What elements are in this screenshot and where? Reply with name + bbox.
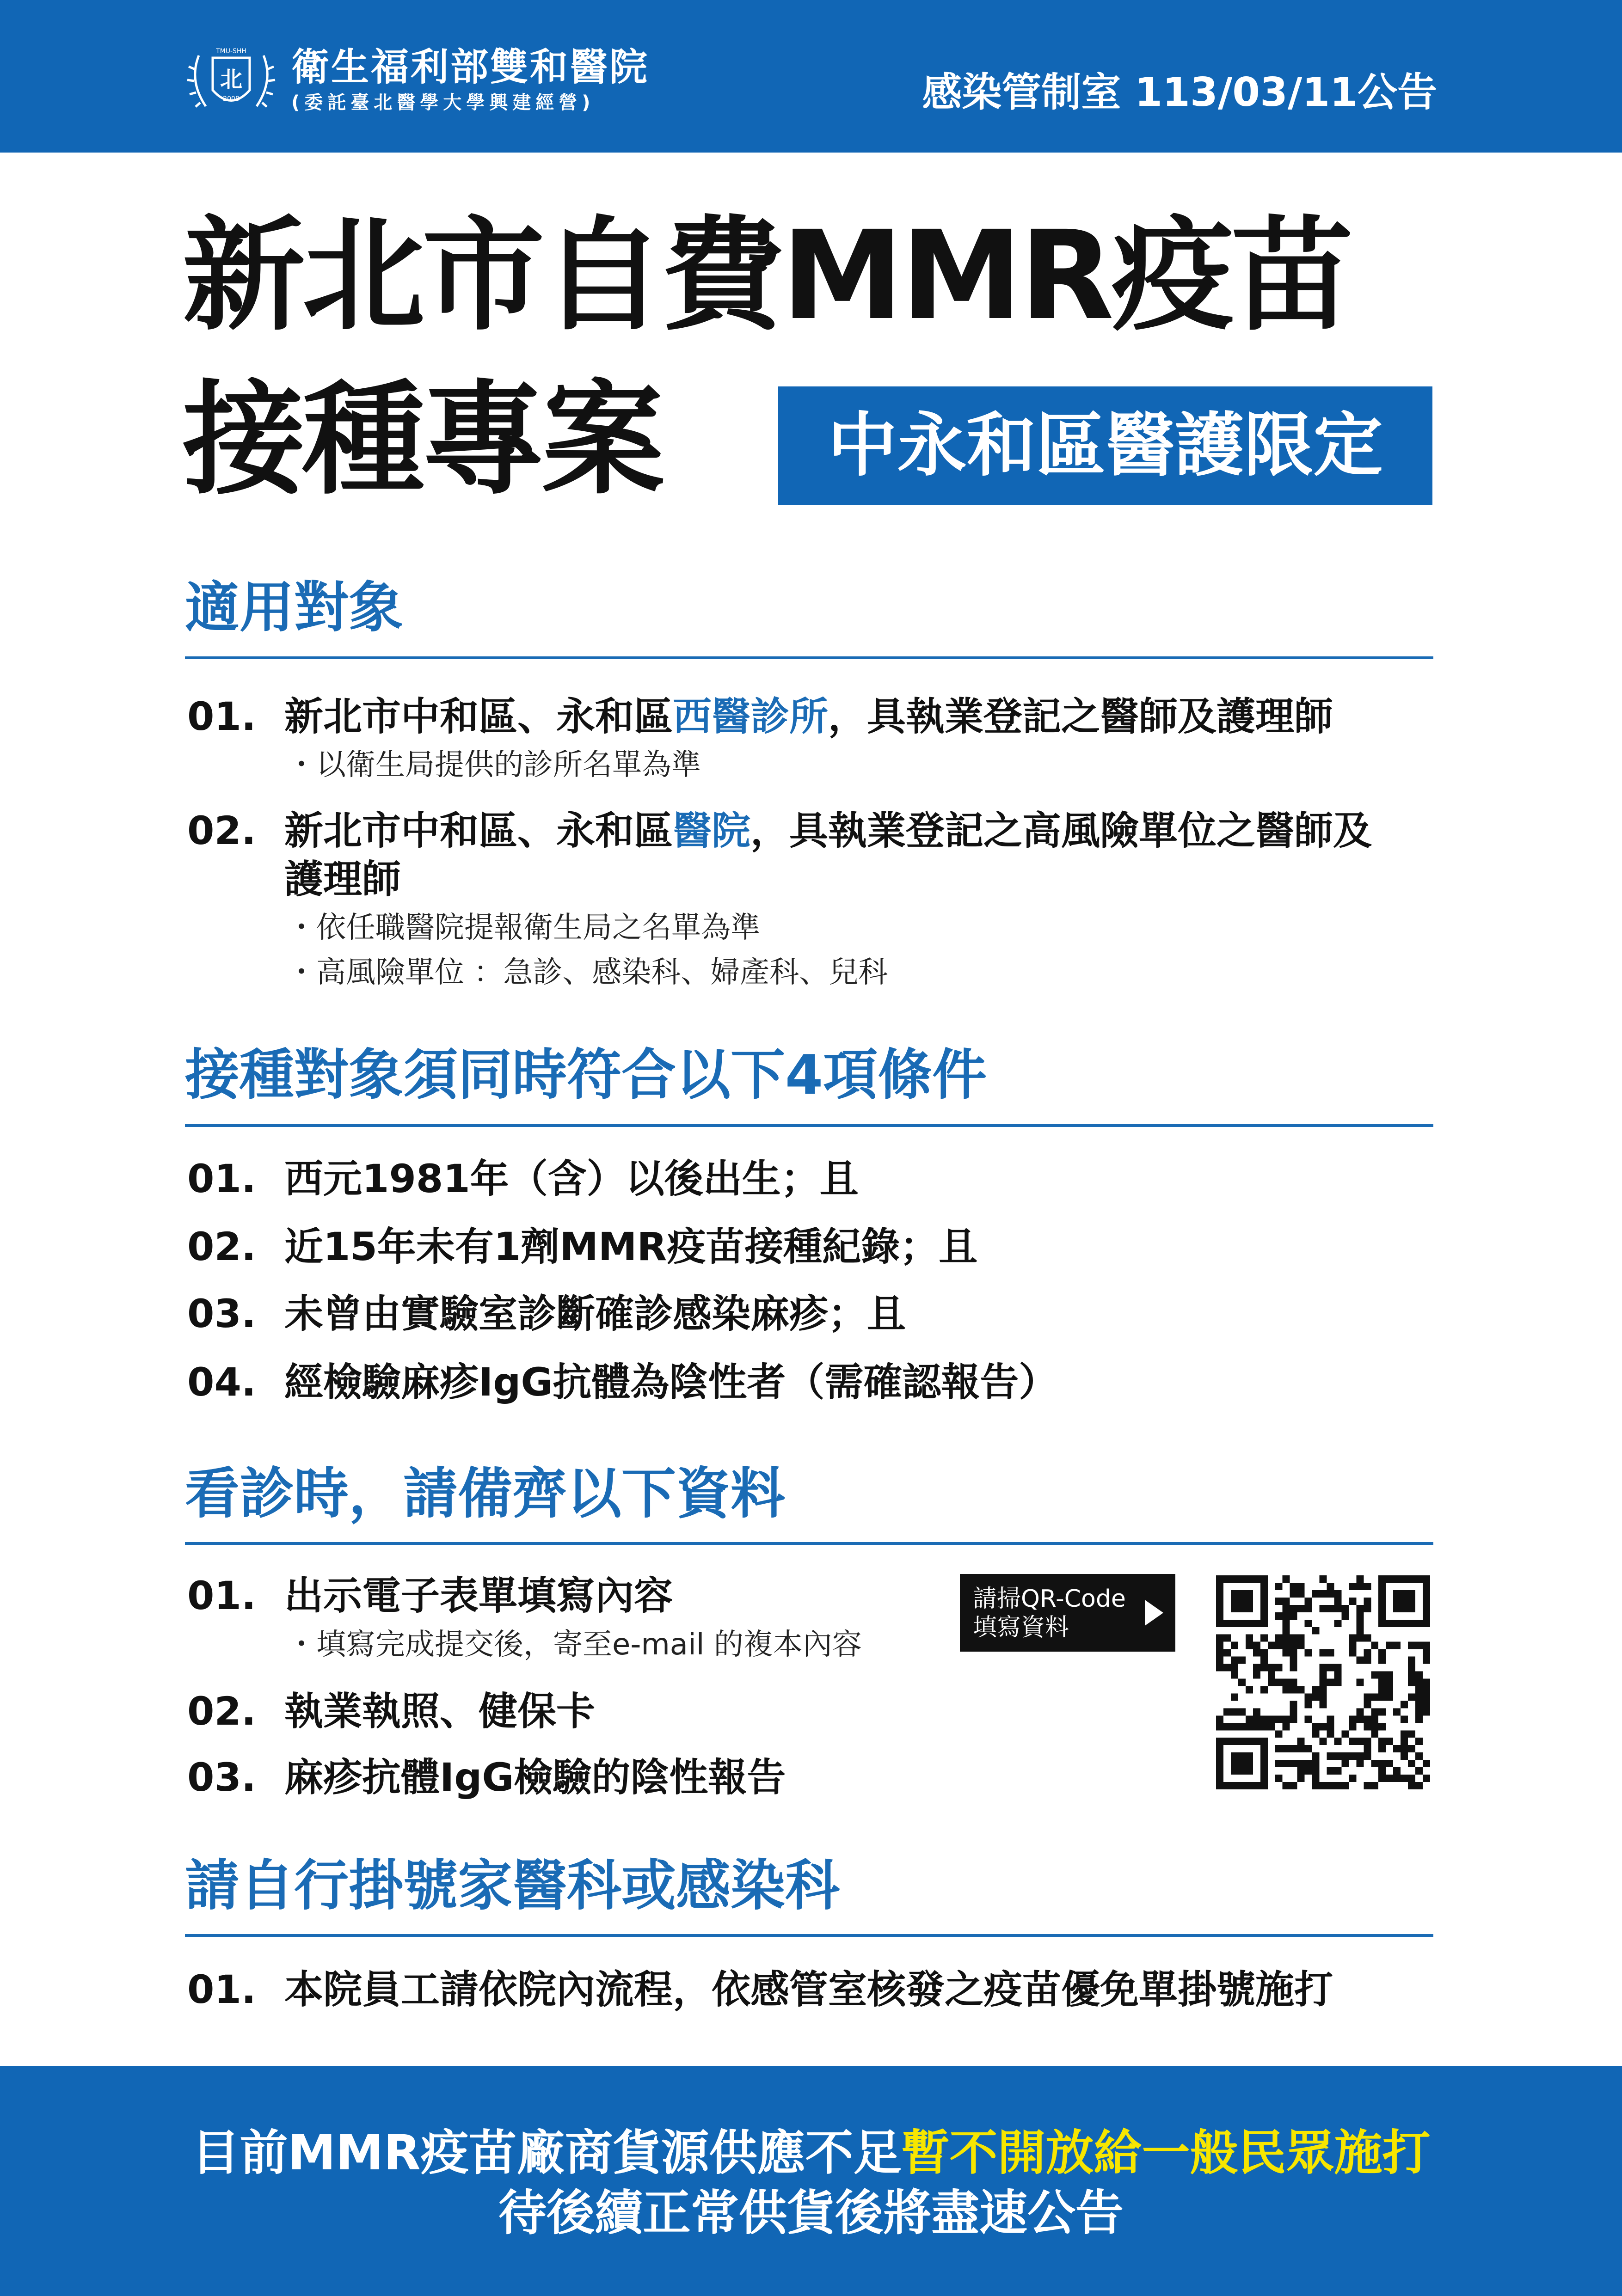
list-item: [187, 1156, 859, 1201]
footer-line1: [0, 2125, 1622, 2181]
list-item: [187, 1573, 673, 1618]
svg-text:2008: 2008: [223, 95, 240, 103]
section-heading-conditions: 接種對象須同時符合以下4項條件: [185, 1043, 987, 1107]
svg-text:北: 北: [220, 67, 243, 92]
section-divider: [185, 656, 1433, 659]
arrow-right-icon: [1145, 1600, 1163, 1626]
item-note: ・高風險單位 ：急診、感染科、婦產科、兒科: [287, 955, 888, 990]
item-number: 02.: [187, 1224, 256, 1269]
item-number: 03.: [187, 1291, 256, 1336]
item-number: 01.: [187, 1573, 256, 1618]
item-text: 執業執照、健保卡: [284, 1689, 596, 1734]
item-note: ・填寫完成提交後，寄至e-mail 的複本內容: [287, 1628, 862, 1662]
item-text: 新北市中和區、永和區: [284, 694, 673, 739]
list-item: [187, 1291, 906, 1336]
footer-text: 目前MMR疫苗廠商貨源供應不足: [191, 2125, 902, 2181]
list-item: [187, 808, 1372, 853]
list-item: [187, 1755, 786, 1800]
item-text: 經檢驗麻疹IgG抗體為陰性者（需確認報告）: [284, 1359, 1058, 1405]
item-number: 01.: [187, 1967, 256, 2012]
item-text: 新北市中和區、永和區: [284, 808, 673, 853]
item-number: 04.: [187, 1359, 256, 1405]
item-number: 01.: [187, 1156, 256, 1201]
item-text: 近15年未有1劑MMR疫苗接種紀錄；且: [284, 1224, 978, 1269]
list-item: [187, 1967, 1333, 2012]
item-text: 本院員工請依院內流程，依感管室核發之疫苗優免單掛號施打: [284, 1967, 1333, 2012]
item-highlight: 西醫診所: [673, 694, 829, 739]
item-highlight: 醫院: [673, 808, 751, 853]
notice-date: 感染管制室 113/03/11公告: [922, 69, 1437, 116]
hospital-name: 衛生福利部雙和醫院: [291, 45, 650, 89]
list-item: [187, 1224, 978, 1269]
list-item: [187, 694, 1333, 739]
item-note: ・依任職醫院提報衛生局之名單為準: [287, 911, 760, 945]
item-text: 麻疹抗體IgG檢驗的陰性報告: [284, 1755, 786, 1800]
item-text: ，具執業登記之高風險單位之醫師及: [750, 808, 1372, 853]
hospital-logo-icon: [185, 37, 277, 120]
footer-highlight: 暫不開放給一般民眾施打: [901, 2125, 1431, 2181]
item-note: ・以衛生局提供的診所名單為準: [287, 748, 701, 782]
qr-label-line2: 填寫資料: [973, 1614, 1069, 1641]
page-title-line1: 新北市自費MMR疫苗: [183, 205, 1351, 347]
item-number: 02.: [187, 1689, 256, 1734]
section-heading-eligible: 適用對象: [185, 576, 404, 639]
qr-code[interactable]: [1216, 1575, 1430, 1789]
section-heading-registration: 請自行掛號家醫科或感染科: [185, 1854, 840, 1917]
section-divider: [185, 1542, 1433, 1545]
section-divider: [185, 1934, 1433, 1937]
item-text: 西元1981年（含）以後出生；且: [284, 1156, 859, 1201]
hospital-subtitle: (委託臺北醫學大學興建經營): [291, 92, 595, 113]
list-item: [187, 1359, 1058, 1405]
item-number: 03.: [187, 1755, 256, 1800]
qr-instruction-label: [960, 1574, 1175, 1652]
qr-label-line1: 請掃QR-Code: [973, 1585, 1126, 1613]
footer-line2: 待後續正常供貨後將盡速公告: [498, 2185, 1124, 2241]
page-title-line2: 接種專案: [183, 369, 662, 511]
item-text-continued: 護理師: [284, 857, 401, 902]
section-divider: [185, 1124, 1433, 1127]
footer-bar: [0, 2066, 1622, 2296]
item-text: 出示電子表單填寫內容: [284, 1573, 673, 1618]
item-text: ，具執業登記之醫師及護理師: [828, 694, 1333, 739]
item-number: 02.: [187, 808, 256, 853]
item-number: 01.: [187, 694, 256, 739]
list-item: [187, 1689, 596, 1734]
item-text: 未曾由實驗室診斷確診感染麻疹；且: [284, 1291, 906, 1336]
logo-lettering: TMU-SHH: [216, 48, 246, 55]
title-badge: 中永和區醫護限定: [778, 386, 1432, 505]
section-heading-documents: 看診時，請備齊以下資料: [185, 1462, 786, 1525]
header-bar: [0, 0, 1622, 153]
